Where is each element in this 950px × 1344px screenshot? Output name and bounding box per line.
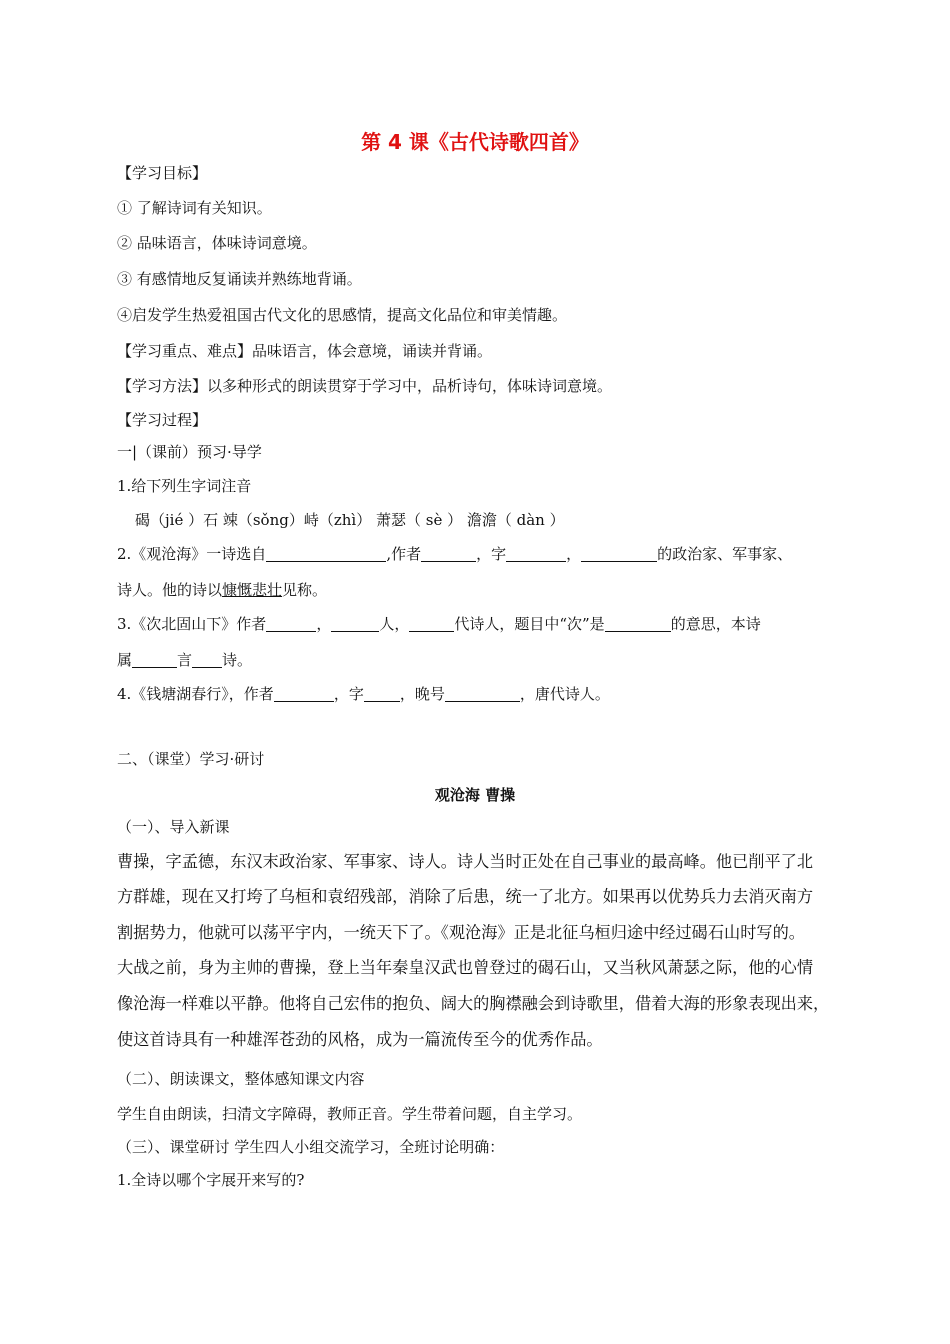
question-1-words: 碣（jié ）石 竦（sǒng）峙（zhì） 萧瑟（ sè ） 澹澹（ dàn ） xyxy=(135,511,565,529)
paragraph-line: 方群雄，现在又打垮了乌桓和袁绍残部，消除了后患，统一了北方。如果再以优势兵力去消灭南方 xyxy=(117,887,814,906)
q3-text-d: 代诗人，题目中“次”是 xyxy=(454,615,605,633)
section-discussion: （三）、课堂研讨 学生四人小组交流学习，全班讨论明确： xyxy=(117,1138,505,1156)
q2-text-d: ， xyxy=(566,545,582,563)
answer-blank[interactable] xyxy=(605,615,671,632)
lesson-title: 第 4 课《古代诗歌四首》 xyxy=(361,130,589,154)
answer-blank[interactable] xyxy=(445,685,520,702)
q3-text-a: 3.《次北固山下》作者 xyxy=(117,615,267,633)
goal-item-4: ④启发学生热爱祖国古代文化的思感情，提高文化品位和审美情趣。 xyxy=(117,306,568,324)
goal-item-2: ② 品味语言，体味诗词意境。 xyxy=(117,234,317,252)
q4-text-b: ，字 xyxy=(333,685,364,703)
q2-underlined: 慷慨悲壮 xyxy=(222,581,283,599)
poem-title: 观沧海 曹操 xyxy=(434,786,516,804)
answer-blank[interactable] xyxy=(192,651,222,668)
part1-heading: 一|（课前）预习·导学 xyxy=(117,443,262,461)
answer-blank[interactable] xyxy=(274,685,334,702)
paragraph-line: 使这首诗具有一种雄浑苍劲的风格，成为一篇流传至今的优秀作品。 xyxy=(117,1030,603,1049)
q3-text-c: 人， xyxy=(379,615,410,633)
answer-blank[interactable] xyxy=(266,545,386,562)
question-3 xyxy=(117,614,761,634)
study-method: 【学习方法】以多种形式的朗读贯穿于学习中，品析诗句，体味诗词意境。 xyxy=(117,377,613,395)
q2-text-c: ，字 xyxy=(476,545,507,563)
key-points: 【学习重点、难点】品味语言，体会意境，诵读并背诵。 xyxy=(117,342,493,360)
answer-blank[interactable] xyxy=(266,615,316,632)
question-1: 1.给下列生字词注音 xyxy=(117,477,252,495)
goal-item-3: ③ 有感情地反复诵读并熟练地背诵。 xyxy=(117,270,362,288)
answer-blank[interactable] xyxy=(331,615,379,632)
q2-text-b: ,作者 xyxy=(386,545,422,563)
answer-blank[interactable] xyxy=(421,545,476,562)
question-3-line2 xyxy=(117,650,252,670)
answer-blank[interactable] xyxy=(364,685,400,702)
paragraph-line: 曹操，字孟德，东汉末政治家、军事家、诗人。诗人当时正处在自己事业的最高峰。他已削平了北 xyxy=(117,852,814,871)
paragraph-line: 像沧海一样难以平静。他将自己宏伟的抱负、阔大的胸襟融会到诗歌里，借着大海的形象表现出来， xyxy=(117,994,830,1013)
paragraph-line: 大战之前，身为主帅的曹操，登上当年秦皇汉武也曾登过的碣石山，又当秋风萧瑟之际，他的心情 xyxy=(117,958,814,977)
process-heading: 【学习过程】 xyxy=(117,411,208,429)
q3-line2-b: 言 xyxy=(177,651,193,669)
q4-text-d: ，唐代诗人。 xyxy=(519,685,610,703)
question-2 xyxy=(117,544,792,564)
part2-heading: 二、（课堂）学习·研讨 xyxy=(117,750,265,768)
q3-line2-a: 属 xyxy=(117,651,133,669)
question-4 xyxy=(117,684,610,704)
goal-item-1: ① 了解诗词有关知识。 xyxy=(117,199,272,217)
q2-line2-a: 诗人。他的诗以 xyxy=(117,581,223,599)
q2-text-e: 的政治家、军事家、 xyxy=(657,545,793,563)
answer-blank[interactable] xyxy=(506,545,566,562)
answer-blank[interactable] xyxy=(409,615,454,632)
paragraph-line: 割据势力，他就可以荡平宇内，一统天下了。《观沧海》正是北征乌桓归途中经过碣石山时写的。 xyxy=(117,923,805,942)
goals-heading: 【学习目标】 xyxy=(117,164,208,182)
q2-text-a: 2.《观沧海》一诗选自 xyxy=(117,545,267,563)
discussion-question-1: 1.全诗以哪个字展开来写的? xyxy=(117,1171,305,1189)
q4-text-c: ，晚号 xyxy=(399,685,445,703)
q3-text-e: 的意思，本诗 xyxy=(670,615,761,633)
section-reading: （二）、朗读课文，整体感知课文内容 xyxy=(117,1070,365,1088)
q3-text-b: ， xyxy=(316,615,332,633)
q4-text-a: 4.《钱塘湖春行》，作者 xyxy=(117,685,274,703)
question-2-line2 xyxy=(117,580,327,600)
section-intro: （一）、导入新课 xyxy=(117,818,230,836)
q2-line2-b: 见称。 xyxy=(282,581,328,599)
reading-text: 学生自由朗读，扫清文字障碍，教师正音。学生带着问题，自主学习。 xyxy=(117,1105,583,1123)
answer-blank[interactable] xyxy=(132,651,177,668)
q3-line2-c: 诗。 xyxy=(222,651,253,669)
answer-blank[interactable] xyxy=(581,545,657,562)
